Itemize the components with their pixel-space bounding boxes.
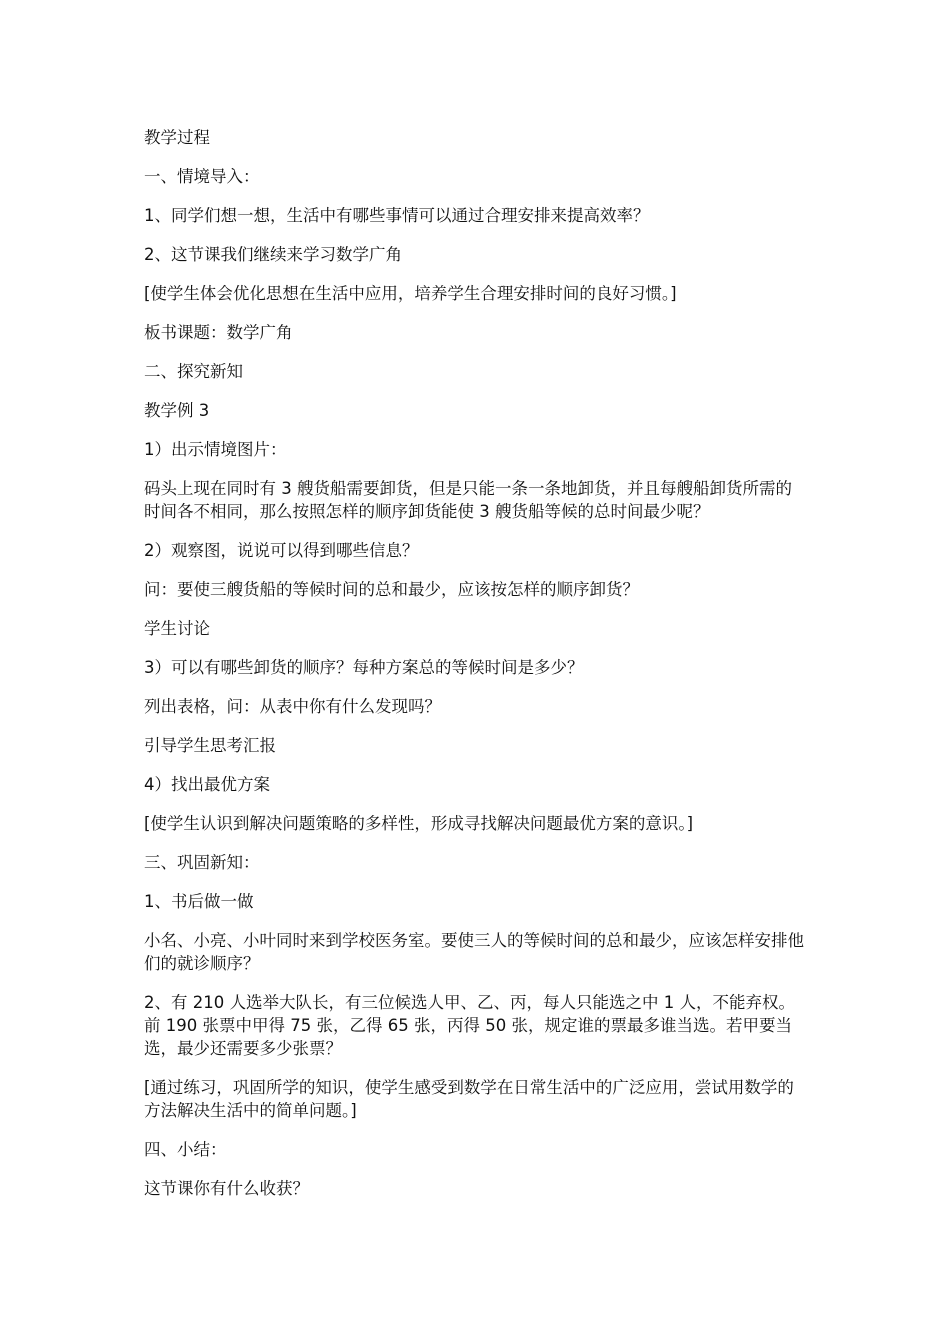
section-heading: 一、情境导入： <box>144 167 260 186</box>
paragraph: 问：要使三艘货船的等候时间的总和最少，应该按怎样的顺序卸货？ <box>144 580 639 599</box>
section-heading: 四、小结： <box>144 1140 227 1159</box>
paragraph: 板书课题：数学广角 <box>144 323 293 342</box>
section-title: 教学过程 <box>144 128 210 147</box>
paragraph: 引导学生思考汇报 <box>144 736 276 755</box>
paragraph: 小名、小亮、小叶同时来到学校医务室。要使三人的等候时间的总和最少，应该怎样安排他们的就诊顺序？ <box>144 931 804 973</box>
paragraph: 1）出示情境图片： <box>144 440 287 459</box>
paragraph: 1、同学们想一想，生活中有哪些事情可以通过合理安排来提高效率？ <box>144 206 650 225</box>
paragraph: 教学例 3 <box>144 401 210 420</box>
paragraph: 3）可以有哪些卸货的顺序？每种方案总的等候时间是多少？ <box>144 658 584 677</box>
paragraph: 码头上现在同时有 3 艘货船需要卸货，但是只能一条一条地卸货，并且每艘船卸货所需的时间各不相同，那么按照怎样的顺序卸货能使 3 艘货船等候的总时间最少呢？ <box>144 479 792 521</box>
section-heading: 三、巩固新知： <box>144 853 260 872</box>
paragraph: 列出表格，问：从表中你有什么发现吗？ <box>144 697 441 716</box>
paragraph: 2）观察图，说说可以得到哪些信息？ <box>144 541 419 560</box>
paragraph: 1、书后做一做 <box>144 892 254 911</box>
paragraph: 2、有 210 人选举大队长，有三位候选人甲、乙、丙，每人只能选之中 1 人，不能弃权。前 190 张票中甲得 75 张，乙得 65 张，丙得 50 张，规定谁的票最多谁当选。若甲要当选，最少还需要多少张票？ <box>144 993 795 1058</box>
document-body <box>144 126 806 1216</box>
paragraph: 学生讨论 <box>144 619 210 638</box>
paragraph: 4）找出最优方案 <box>144 775 270 794</box>
paragraph-note: [使学生认识到解决问题策略的多样性，形成寻找解决问题最优方案的意识。] <box>144 814 694 833</box>
section-heading: 二、探究新知 <box>144 362 243 381</box>
paragraph: 这节课你有什么收获？ <box>144 1179 309 1198</box>
paragraph: 2、这节课我们继续来学习数学广角 <box>144 245 402 264</box>
paragraph-note: [使学生体会优化思想在生活中应用，培养学生合理安排时间的良好习惯。] <box>144 284 677 303</box>
paragraph-note: [通过练习，巩固所学的知识，使学生感受到数学在日常生活中的广泛应用，尝试用数学的方法解决生活中的简单问题。] <box>144 1078 794 1120</box>
